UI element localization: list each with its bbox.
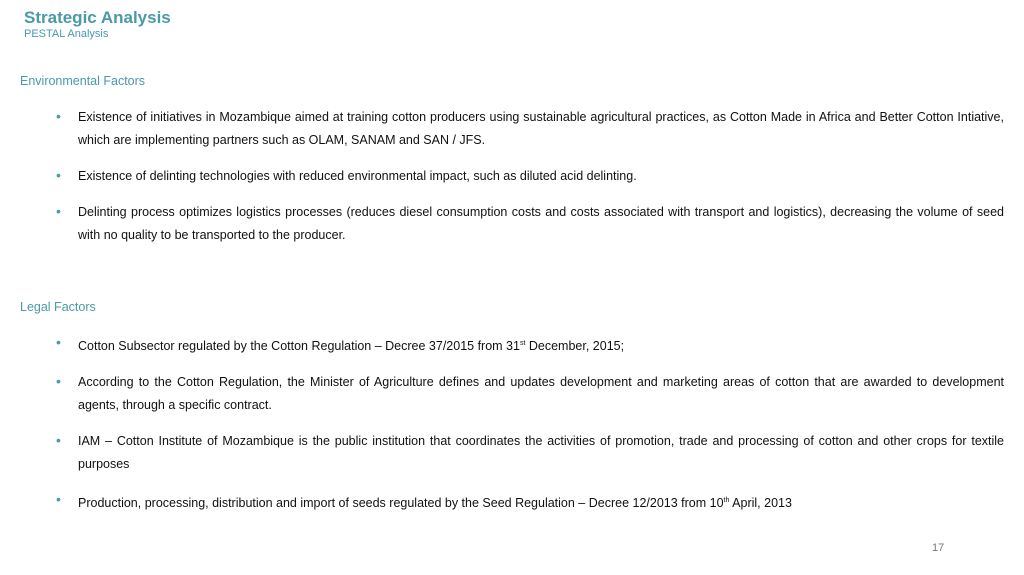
list-item: [56, 165, 1004, 188]
slide-title: Strategic Analysis: [24, 8, 171, 27]
list-item: [56, 371, 1004, 417]
environmental-factors-heading: Environmental Factors: [20, 74, 146, 88]
bullet-icon: •: [56, 203, 61, 219]
text-segment: December, 2015;: [525, 339, 625, 353]
list-item: [56, 332, 1004, 358]
bullet-icon: •: [56, 491, 61, 507]
bullet-icon: •: [56, 432, 61, 448]
list-item-text: [78, 496, 792, 510]
ordinal-suffix: th: [723, 497, 730, 504]
ordinal-suffix: st: [519, 340, 526, 347]
list-item-text: Existence of delinting technologies with reduced environmental impact, such as diluted acid delinting.: [78, 169, 637, 183]
legal-factors-heading: Legal Factors: [20, 300, 96, 314]
list-item: [56, 106, 1004, 152]
environmental-factors-list: [56, 106, 1004, 260]
bullet-icon: •: [56, 334, 61, 350]
slide-subtitle: PESTAL Analysis: [24, 28, 109, 40]
bullet-icon: •: [56, 167, 61, 183]
list-item: [56, 489, 1004, 515]
list-item-text: IAM – Cotton Institute of Mozambique is the public institution that coordinates the activities of promotion, trade and processing of cotton and other crops for textile purposes: [78, 434, 1004, 471]
bullet-icon: •: [56, 373, 61, 389]
list-item-text: [78, 339, 624, 353]
legal-factors-list: [56, 332, 1004, 528]
list-item-text: Delinting process optimizes logistics processes (reduces diesel consumption costs and costs associated with transport and logistics), decreasing the volume of seed with no quality to be transported to the producer.: [78, 205, 1004, 242]
list-item: [56, 201, 1004, 247]
text-segment: Cotton Subsector regulated by the Cotton Regulation – Decree 37/2015 from 31: [78, 339, 520, 353]
page-number: 17: [932, 542, 945, 554]
text-segment: April, 2013: [729, 496, 792, 510]
list-item: [56, 430, 1004, 476]
list-item-text: According to the Cotton Regulation, the Minister of Agriculture defines and updates development and marketing areas of cotton that are awarded to development agents, through a specific contract.: [78, 375, 1004, 412]
list-item-text: Existence of initiatives in Mozambique aimed at training cotton producers using sustainable agricultural practices, as Cotton Made in Africa and Better Cotton Intiative, which are implementing partners such as OLAM, SANAM and SAN / JFS.: [78, 110, 1004, 147]
text-segment: Production, processing, distribution and import of seeds regulated by the Seed Regulation – Decree 12/2013 from 10: [78, 496, 724, 510]
bullet-icon: •: [56, 108, 61, 124]
